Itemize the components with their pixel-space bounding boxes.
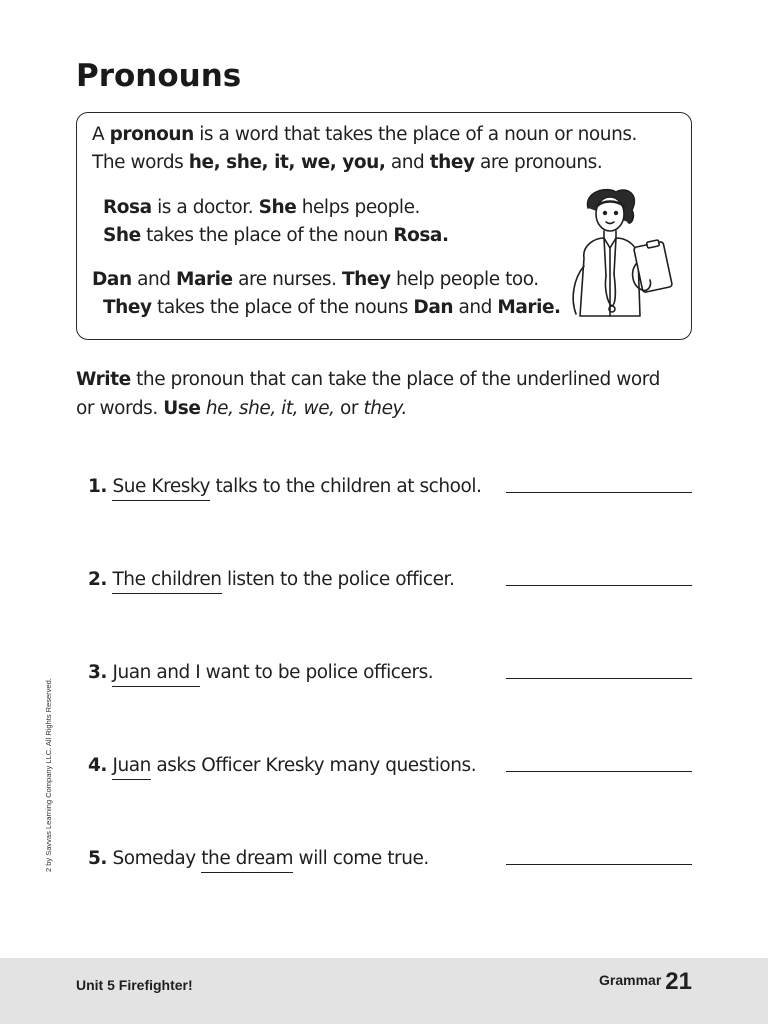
- doctor-illustration: [566, 186, 676, 322]
- example-2-sentence: Dan and Marie are nurses. They help people too.: [92, 269, 539, 290]
- answer-line-3[interactable]: [506, 678, 692, 679]
- example-2-explanation: They takes the place of the nouns Dan and Marie.: [103, 297, 561, 318]
- answer-line-1[interactable]: [506, 492, 692, 493]
- underlined-phrase: the dream: [201, 848, 293, 873]
- answer-line-4[interactable]: [506, 771, 692, 772]
- rule-line-1: A pronoun is a word that takes the place of a noun or nouns.: [92, 124, 637, 145]
- directions-line-2: or words. Use he, she, it, we, or they.: [76, 398, 407, 419]
- page-footer: [0, 958, 768, 1024]
- rule-line-2: The words he, she, it, we, you, and they are pronouns.: [92, 152, 603, 173]
- underlined-phrase: Sue Kresky: [112, 476, 210, 501]
- example-1-sentence: Rosa is a doctor. She helps people.: [103, 197, 420, 218]
- underlined-phrase: Juan: [112, 755, 150, 780]
- page-title: Pronouns: [76, 58, 242, 94]
- answer-line-2[interactable]: [506, 585, 692, 586]
- footer-section-label: Grammar: [599, 972, 662, 988]
- question-4: 4. Juan asks Officer Kresky many questions.: [88, 755, 476, 776]
- question-2: 2. The children listen to the police officer.: [88, 569, 454, 590]
- question-5: 5. Someday the dream will come true.: [88, 848, 429, 869]
- answer-line-5[interactable]: [506, 864, 692, 865]
- underlined-phrase: Juan and I: [112, 662, 200, 687]
- question-1: 1. Sue Kresky talks to the children at school.: [88, 476, 482, 497]
- underlined-phrase: The children: [112, 569, 221, 594]
- footer-section: [599, 968, 692, 996]
- page-number: 21: [665, 968, 692, 995]
- example-1-explanation: She takes the place of the noun Rosa.: [103, 225, 449, 246]
- copyright-notice: 2 by Savvas Learning Company LLC. All Rights Reserved.: [44, 678, 53, 872]
- footer-unit: Unit 5 Firefighter!: [76, 977, 193, 993]
- question-3: 3. Juan and I want to be police officers.: [88, 662, 433, 683]
- directions-line-1: Write the pronoun that can take the place of the underlined word: [76, 369, 660, 390]
